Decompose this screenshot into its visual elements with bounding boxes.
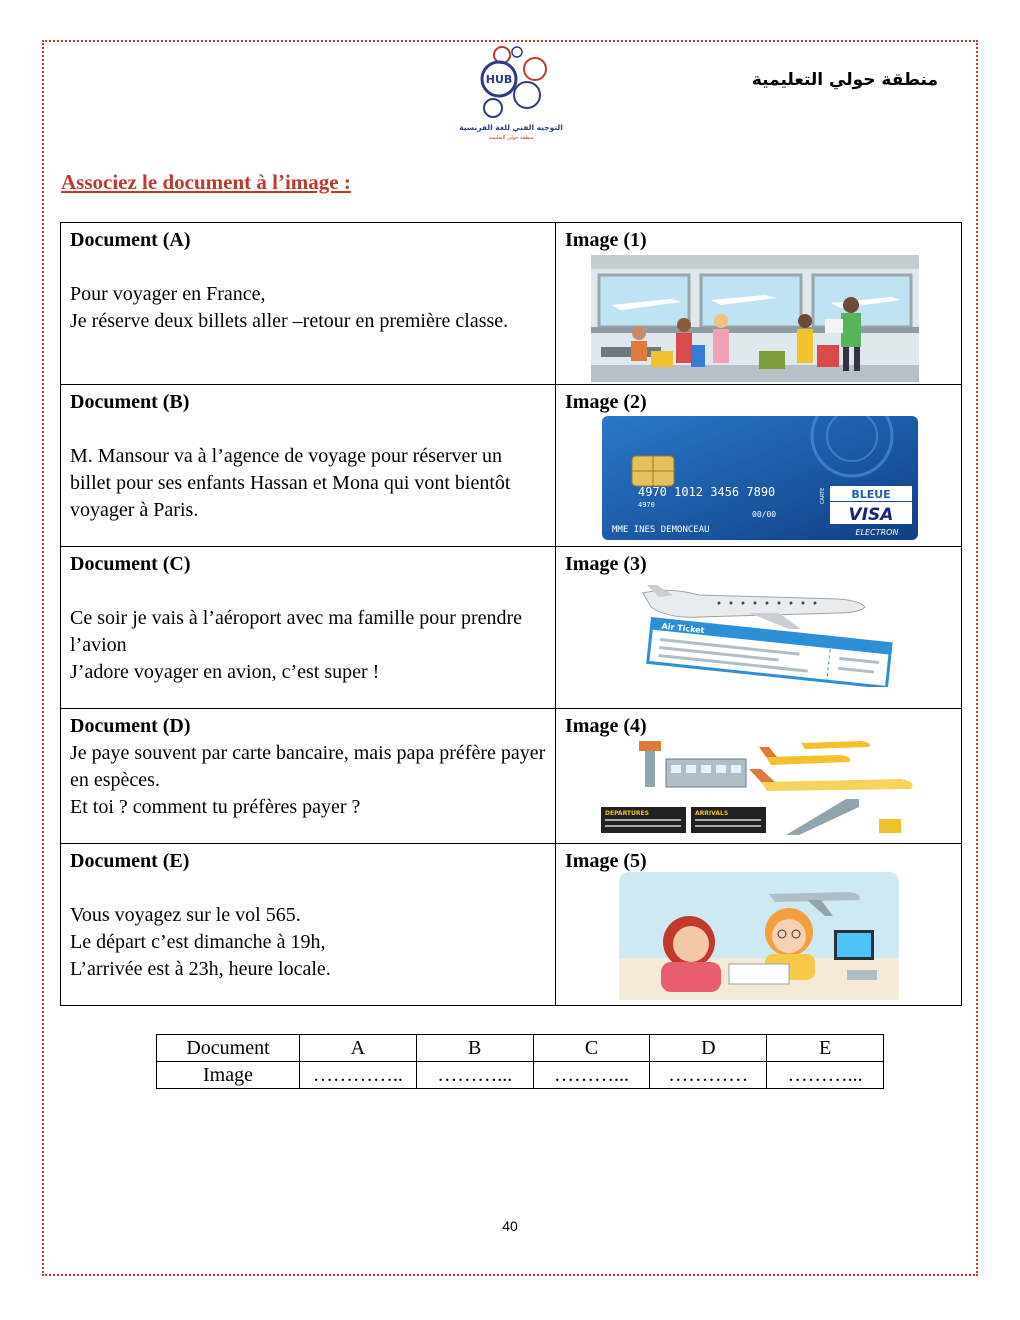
document-title: Document (C) — [70, 553, 191, 575]
document-line: Ce soir je vais à l’aéroport avec ma famille pour prendre l’avion — [70, 607, 523, 656]
image-cell — [556, 547, 962, 709]
exercise-heading: Associez le document à l’image : — [61, 170, 351, 194]
row-label: Document — [157, 1035, 300, 1062]
card-brand-bleue: BLEUE — [851, 488, 891, 501]
card-holder: MME INES DEMONCEAU — [612, 525, 710, 535]
answer-blank[interactable]: ………… — [650, 1062, 767, 1089]
document-cell — [61, 223, 556, 385]
answer-blank[interactable]: ………... — [416, 1062, 533, 1089]
image-cell — [556, 844, 962, 1006]
hub-logo — [455, 42, 567, 142]
image-title: Image (5) — [565, 850, 647, 872]
arrivals-board-label: ARRIVALS — [695, 810, 729, 817]
answer-blank[interactable]: ………... — [533, 1062, 650, 1089]
document-cell — [61, 547, 556, 709]
document-cell — [61, 844, 556, 1006]
card-brand-visa: VISA — [848, 505, 894, 525]
answer-grid — [156, 1034, 884, 1089]
table-row — [61, 223, 962, 385]
image-cell — [556, 223, 962, 385]
document-title: Document (E) — [70, 850, 190, 872]
logo-text: HUB — [485, 73, 513, 86]
letter-cell: D — [650, 1035, 767, 1062]
image-title: Image (2) — [565, 391, 647, 413]
card-expiry: 00/00 — [752, 510, 777, 519]
ticket-label: Air Ticket — [661, 621, 705, 636]
logo-caption: التوجيه الفني للغة الفرنسية — [459, 123, 563, 132]
card-brand-electron: ELECTRON — [855, 528, 899, 537]
image-title: Image (4) — [565, 715, 647, 737]
airport-elements-icon — [591, 737, 936, 839]
table-row — [61, 709, 962, 844]
document-title: Document (A) — [70, 229, 191, 251]
card-small-number: 4970 — [638, 501, 655, 509]
travel-agency-icon — [619, 872, 899, 1000]
card-side: CARTE — [820, 487, 826, 504]
card-number: 4970 1012 3456 7890 — [638, 485, 776, 499]
plane-and-tickets-icon — [639, 585, 899, 687]
document-line: Pour voyager en France, — [70, 283, 266, 305]
document-line: Vous voyagez sur le vol 565. — [70, 904, 301, 926]
logo-subcaption: منطقة حولي التعليمية — [488, 135, 534, 141]
answer-row-documents — [157, 1035, 884, 1062]
matching-table — [60, 222, 962, 1006]
answer-row-images — [157, 1062, 884, 1089]
airport-waiting-hall-icon — [591, 255, 919, 382]
letter-cell: A — [300, 1035, 417, 1062]
answer-blank[interactable]: ………….. — [300, 1062, 417, 1089]
row-label: Image — [157, 1062, 300, 1089]
document-line: Le départ c’est dimanche à 19h, — [70, 931, 326, 953]
image-title: Image (1) — [565, 229, 647, 251]
letter-cell: C — [533, 1035, 650, 1062]
document-line: Je paye souvent par carte bancaire, mais papa préfère payer en espèces. — [70, 742, 546, 791]
table-row — [61, 547, 962, 709]
document-line: L’arrivée est à 23h, heure locale. — [70, 958, 331, 980]
region-title: منطقة حولي التعليمية — [751, 70, 938, 90]
letter-cell: B — [416, 1035, 533, 1062]
image-cell — [556, 385, 962, 547]
page-number: 40 — [502, 1218, 518, 1234]
document-line: Je réserve deux billets aller –retour en première classe. — [70, 310, 509, 332]
image-title: Image (3) — [565, 553, 647, 575]
document-line: Et toi ? comment tu préfères payer ? — [70, 796, 361, 818]
document-title: Document (D) — [70, 715, 191, 737]
image-cell — [556, 709, 962, 844]
letter-cell: E — [767, 1035, 884, 1062]
document-cell — [61, 385, 556, 547]
answer-blank[interactable]: ………... — [767, 1062, 884, 1089]
departures-board-label: DEPARTURES — [605, 810, 649, 817]
table-row — [61, 844, 962, 1006]
table-row — [61, 385, 962, 547]
document-line: J’adore voyager en avion, c’est super ! — [70, 661, 380, 683]
document-title: Document (B) — [70, 391, 190, 413]
document-line: M. Mansour va à l’agence de voyage pour réserver un billet pour ses enfants Hassan et Mona qui vont bientôt voyager à Paris. — [70, 445, 511, 521]
document-cell — [61, 709, 556, 844]
bank-card-icon — [602, 416, 918, 540]
